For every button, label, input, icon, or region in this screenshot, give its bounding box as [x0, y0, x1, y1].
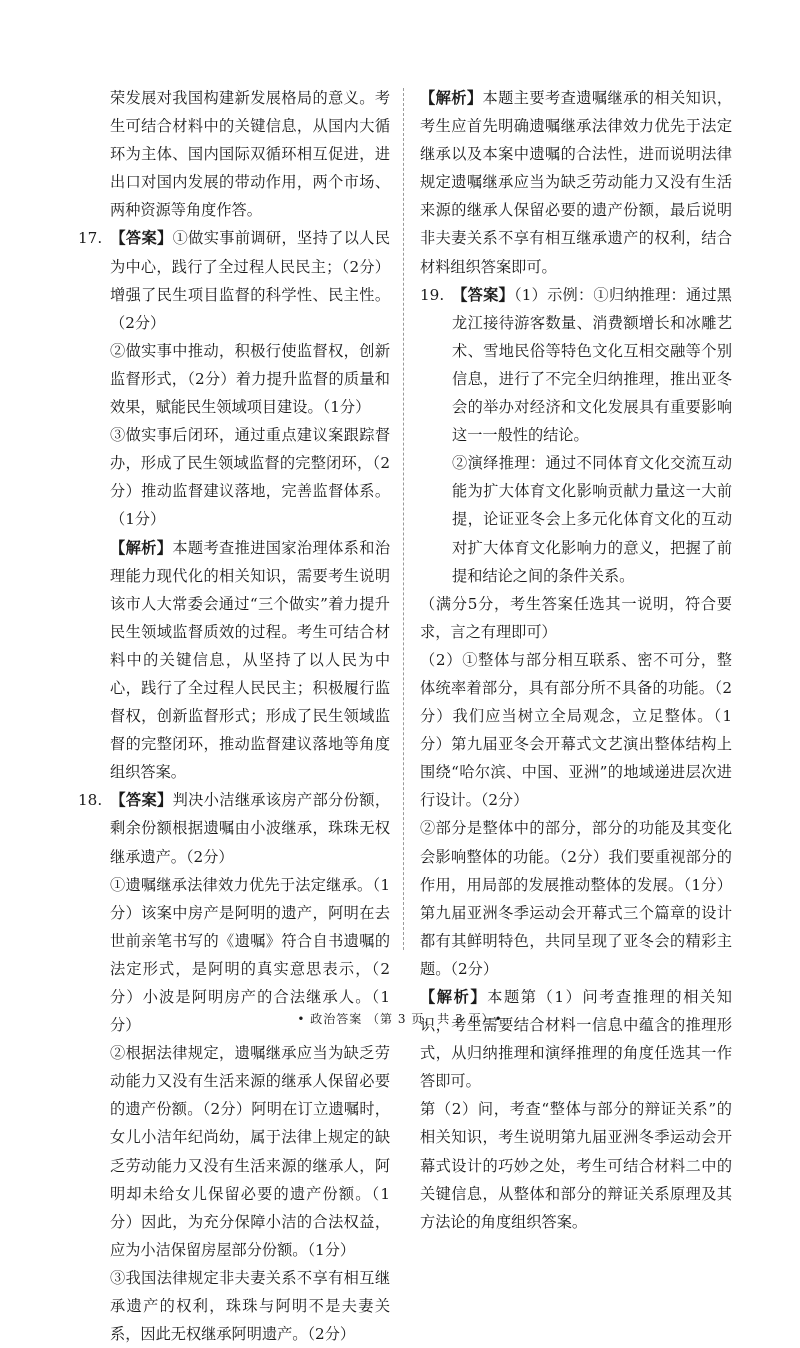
q17-answer-text: ①做实事前调研，坚持了以人民为中心，践行了全过程人民民主；（2分）增强了民生项目监督的科学性、民主性。（2分） — [110, 229, 391, 332]
analysis-tag: 【解析】 — [420, 89, 483, 107]
q18-number: 18. — [78, 791, 103, 810]
q17-point-2: ②做实事中推动，积极行使监督权，创新监督形式，（2分）着力提升监督的质量和效果，赋能民生领域项目建设。（1分） — [110, 341, 390, 417]
q19-analysis-text: 本题第（1）问考查推理的相关知识，考生需要结合材料一信息中蕴含的推理形式，从归纳推理和演绎推理的角度任选其一作答即可。 — [420, 988, 732, 1091]
q17-answer — [78, 224, 390, 336]
answer-tag: 【答案】 — [110, 229, 173, 248]
q18-point-1: ①遗嘱继承法律效力优先于法定继承。（1分）该案中房产是阿明的遗产，阿明在去世前亲笔书写的《遗嘱》符合自书遗嘱的法定形式，是阿明的真实意思表示，（2分）小波是阿明房产的合法继承人。（1分） — [110, 875, 390, 1035]
page-footer: • 政治答案 （第 3 页，共 3 页）• — [297, 1012, 503, 1026]
q17-point-3: ③做实事后闭环，通过重点建议案跟踪督办，形成了民生领域监督的完整闭环，（2分）推动监督建议落地，完善监督体系。（1分） — [110, 426, 390, 529]
q19-point-2: ②演绎推理：通过不同体育文化交流互动能为扩大体育文化影响贡献力量这一大前提，论证亚冬会上多元化体育文化的互动对扩大体育文化影响力的意义，把握了前提和结论之间的条件关系。 — [452, 454, 732, 585]
left-column — [78, 84, 390, 1348]
q18-point-2: ②根据法律规定，遗嘱继承应当为缺乏劳动能力又没有生活来源的继承人保留必要的遗产份额。（2分）阿明在订立遗嘱时，女儿小洁年纪尚幼，属于法律上规定的缺乏劳动能力又没有生活来源的继承人，阿明却未给女儿保留必要的遗产份额。（1分）因此，为充分保障小洁的合法权益，应为小洁保留房屋部分份额。（1分） — [110, 1044, 390, 1259]
q16-continuation: 荣发展对我国构建新发展格局的意义。考生可结合材料中的关键信息，从国内大循环为主体、国内国际双循环相互促进，进出口对国内发展的带动作用，两个市场、两种资源等角度作答。 — [110, 89, 390, 220]
q18-answer-text: 判决小洁继承该房产部分份额，剩余份额根据遗嘱由小波继承，珠珠无权继承遗产。（2分） — [110, 791, 391, 866]
right-column — [420, 84, 732, 1236]
q19-scoring-note: （满分5分，考生答案任选其一说明，符合要求，言之有理即可） — [420, 594, 732, 641]
q19-number: 19. — [420, 285, 445, 304]
q19-analysis-part-2: 第（2）问，考查“整体与部分的辩证关系”的相关知识，考生说明第九届亚洲冬季运动会开幕式设计的巧妙之处，考生可结合材料二中的关键信息，从整体和部分的辩证关系原理及其方法论的角度组织答案。 — [420, 1100, 732, 1231]
q18-block — [78, 786, 390, 1348]
q17-analysis-text: 本题考查推进国家治理体系和治理能力现代化的相关知识，需要考生说明该市人大常委会通过“三个做实”着力提升民生领域监督质效的过程。考生可结合材料中的关键信息，从坚持了以人民为中心，践行了全过程人民民主；积极履行监督权，创新监督形式；形成了民生领域监督的完整闭环，推动监督建议落地等角度组织答案。 — [110, 538, 391, 782]
q18-analysis — [420, 84, 732, 281]
q19-block — [420, 281, 732, 1236]
q18-point-3: ③我国法律规定非夫妻关系不享有相互继承遗产的权利，珠珠与阿明不是夫妻关系，因此无权继承阿明遗产。（2分） — [110, 1268, 390, 1344]
analysis-tag: 【解析】 — [420, 988, 488, 1006]
analysis-tag: 【解析】 — [110, 538, 173, 557]
q19-analysis — [420, 983, 732, 1095]
q17-block — [78, 224, 390, 786]
q19-part-2-point-1: （2）①整体与部分相互联系、密不可分，整体统率着部分，具有部分所不具备的功能。（2分）我们应当树立全局观念，立足整体。（1分）第九届亚冬会开幕式文艺演出整体结构上围绕“哈尔滨、中国、亚洲”的地域递进层次进行设计。（2分） — [420, 650, 732, 810]
q18-analysis-text: 本题主要考查遗嘱继承的相关知识，考生应首先明确遗嘱继承法律效力优先于法定继承以及本案中遗嘱的合法性，进而说明法律规定遗嘱继承应当为缺乏劳动能力又没有生活来源的继承人保留必要的遗产份额，最后说明非夫妻关系不享有相互继承遗产的权利，结合材料组织答案即可。 — [420, 89, 733, 276]
column-divider — [403, 88, 404, 950]
answer-tag: 【答案】 — [110, 791, 173, 810]
q19-answer — [420, 281, 732, 450]
q19-answer-text: （1）示例：①归纳推理：通过黑龙江接待游客数量、消费额增长和冰雕艺术、雪地民俗等特色文化互相交融等个别信息，进行了不完全归纳推理，推出亚冬会的举办对经济和文化发展具有重要影响这一一般性的结论。 — [452, 285, 732, 445]
q17-analysis — [78, 534, 390, 787]
answer-tag: 【答案】 — [452, 285, 514, 304]
q17-number: 17. — [78, 229, 103, 248]
q19-part-2-point-2: ②部分是整体中的部分，部分的功能及其变化会影响整体的功能。（2分）我们要重视部分的作用，用局部的发展推动整体的发展。（1分）第九届亚洲冬季运动会开幕式三个篇章的设计都有其鲜明特色，共同呈现了亚冬会的精彩主题。（2分） — [420, 819, 732, 978]
q18-answer — [78, 786, 390, 870]
